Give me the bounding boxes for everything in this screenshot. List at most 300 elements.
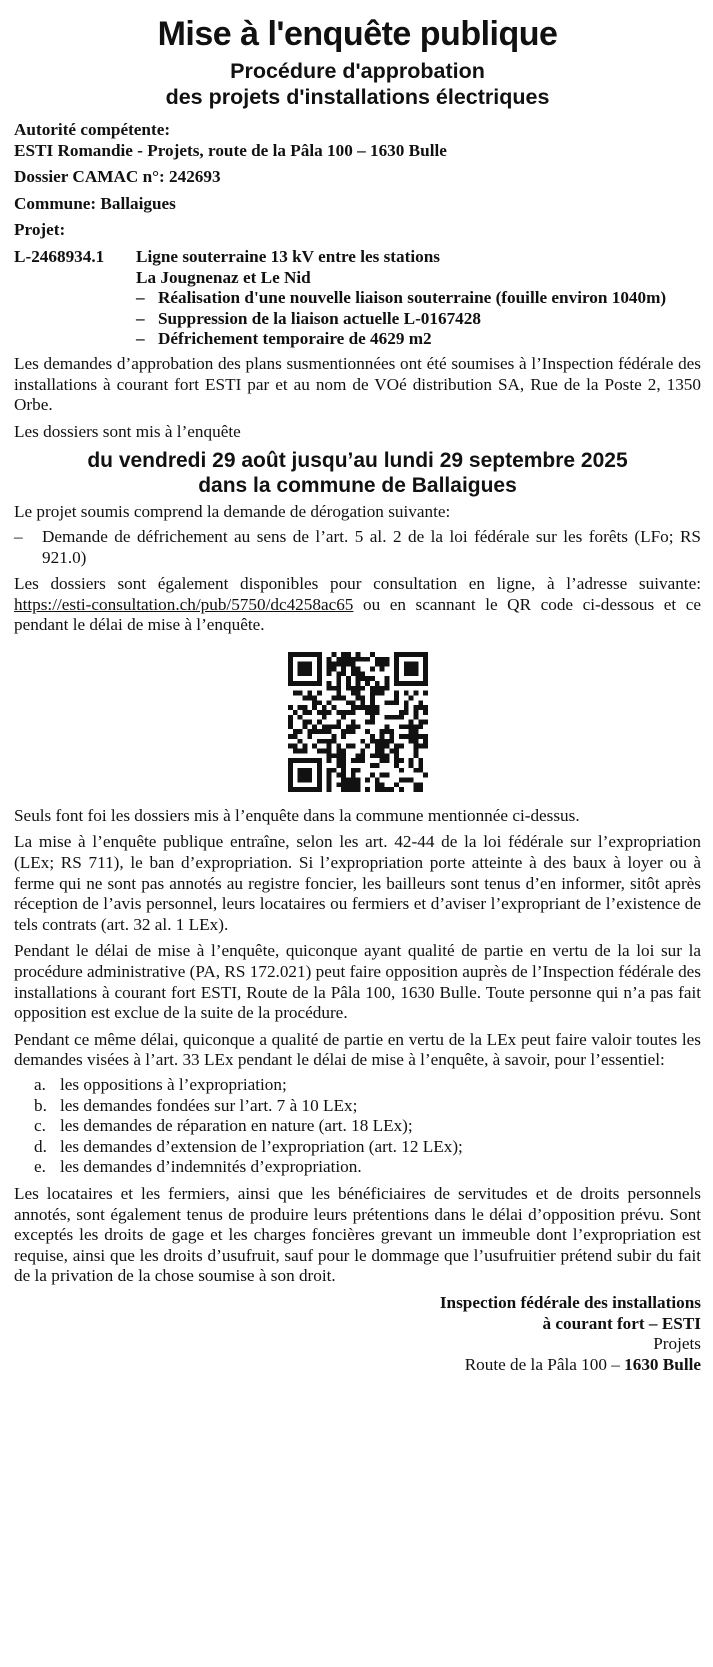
qr-module: [360, 748, 365, 753]
qr-module: [418, 734, 423, 739]
qr-module: [399, 710, 404, 715]
qr-module: [370, 695, 375, 700]
qr-module: [365, 681, 370, 686]
qr-module: [350, 787, 355, 792]
consultation-link[interactable]: https://esti-consultation.ch/pub/5750/dc4258ac65: [14, 594, 354, 614]
qr-module: [355, 782, 360, 787]
qr-module: [379, 739, 384, 744]
qr-module: [418, 719, 423, 724]
qr-module: [399, 724, 404, 729]
qr-module: [418, 763, 423, 768]
project-code: L-2468934.1: [14, 246, 105, 266]
qr-module: [316, 777, 321, 782]
qr-module: [302, 724, 307, 729]
qr-module: [423, 773, 428, 778]
qr-module: [316, 657, 321, 662]
qr-module: [345, 681, 350, 686]
qr-module: [389, 734, 394, 739]
qr-module: [413, 729, 418, 734]
qr-module: [413, 690, 418, 695]
qr-module: [394, 666, 399, 671]
qr-module: [288, 744, 293, 749]
qr-module: [350, 671, 355, 676]
qr-module: [423, 690, 428, 695]
signature-line2: à courant fort – ESTI: [542, 1313, 701, 1333]
qr-module: [370, 690, 375, 695]
qr-module: [423, 734, 428, 739]
qr-module: [408, 662, 413, 667]
qr-module: [355, 695, 360, 700]
qr-module: [350, 768, 355, 773]
qr-module: [341, 773, 346, 778]
qr-module: [384, 657, 389, 662]
qr-module: [365, 676, 370, 681]
project-title-row: [14, 247, 701, 288]
qr-module: [355, 666, 360, 671]
qr-module: [403, 724, 408, 729]
qr-module: [341, 662, 346, 667]
qr-module: [341, 710, 346, 715]
qr-module: [384, 753, 389, 758]
qr-module: [336, 724, 341, 729]
qr-module: [345, 662, 350, 667]
qr-module: [326, 748, 331, 753]
qr-module: [384, 724, 389, 729]
qr-module: [321, 715, 326, 720]
qr-module: [384, 681, 389, 686]
qr-module: [413, 739, 418, 744]
qr-module: [297, 715, 302, 720]
signature-line3: Projets: [653, 1334, 701, 1354]
qr-module: [316, 768, 321, 773]
qr-module: [413, 710, 418, 715]
list-item: [14, 1137, 701, 1158]
qr-module: [326, 739, 331, 744]
qr-module: [408, 671, 413, 676]
qr-module: [394, 763, 399, 768]
qr-module: [408, 739, 413, 744]
qr-module: [418, 768, 423, 773]
qr-module: [384, 686, 389, 691]
qr-module: [423, 657, 428, 662]
dash-bullet: –: [136, 288, 145, 308]
address-street: Route de la Pâla 100 –: [464, 1354, 625, 1374]
qr-module: [331, 666, 336, 671]
qr-module: [292, 710, 297, 715]
qr-module: [384, 700, 389, 705]
qr-module: [326, 768, 331, 773]
qr-module: [360, 705, 365, 710]
qr-module: [341, 753, 346, 758]
qr-module: [336, 657, 341, 662]
qr-module: [292, 729, 297, 734]
qr-module: [331, 739, 336, 744]
qr-module: [365, 744, 370, 749]
qr-module: [418, 681, 423, 686]
qr-module: [423, 710, 428, 715]
qr-module: [312, 724, 317, 729]
qr-module: [326, 724, 331, 729]
qr-module: [355, 724, 360, 729]
project-item-text: Suppression de la liaison actuelle L-0167428: [158, 308, 481, 328]
qr-module: [312, 681, 317, 686]
qr-module: [326, 758, 331, 763]
qr-module: [302, 719, 307, 724]
qr-module: [316, 782, 321, 787]
signature-address: [14, 1355, 701, 1376]
qr-module: [399, 681, 404, 686]
qr-module: [326, 681, 331, 686]
qr-module: [418, 782, 423, 787]
qr-module: [292, 758, 297, 763]
qr-module: [307, 777, 312, 782]
qr-module: [292, 652, 297, 657]
qr-module: [423, 705, 428, 710]
qr-module: [399, 715, 404, 720]
qr-module: [297, 758, 302, 763]
qr-module: [350, 773, 355, 778]
qr-module: [345, 686, 350, 691]
qr-module: [341, 782, 346, 787]
qr-module: [307, 690, 312, 695]
qr-module: [316, 739, 321, 744]
qr-module: [394, 748, 399, 753]
qr-module: [384, 715, 389, 720]
list-item: [14, 1075, 701, 1096]
signature-line1: Inspection fédérale des installations: [439, 1292, 701, 1312]
qr-module: [365, 705, 370, 710]
qr-module: [316, 690, 321, 695]
qr-container: [14, 652, 701, 792]
qr-module: [326, 729, 331, 734]
list-letter: d.: [34, 1136, 47, 1156]
qr-module: [360, 657, 365, 662]
qr-module: [374, 710, 379, 715]
qr-module: [394, 671, 399, 676]
qr-module: [374, 686, 379, 691]
qr-module: [292, 748, 297, 753]
qr-module: [403, 700, 408, 705]
qr-module: [355, 753, 360, 758]
qr-module: [297, 729, 302, 734]
qr-module: [408, 666, 413, 671]
qr-module: [288, 734, 293, 739]
qr-module: [423, 662, 428, 667]
qr-module: [399, 777, 404, 782]
qr-module: [379, 690, 384, 695]
qr-module: [413, 715, 418, 720]
qr-module: [345, 782, 350, 787]
qr-module: [345, 652, 350, 657]
qr-module: [307, 681, 312, 686]
qr-module: [336, 681, 341, 686]
qr-module: [379, 787, 384, 792]
qr-module: [379, 686, 384, 691]
qr-module: [408, 719, 413, 724]
qr-module: [379, 748, 384, 753]
qr-module: [321, 729, 326, 734]
qr-module: [336, 686, 341, 691]
qr-module: [403, 777, 408, 782]
address-city: 1630 Bulle: [624, 1354, 701, 1374]
qr-module: [394, 758, 399, 763]
qr-module: [336, 753, 341, 758]
qr-module: [413, 768, 418, 773]
project-item: [136, 329, 701, 350]
list-item: [14, 1157, 701, 1178]
qr-module: [341, 666, 346, 671]
qr-module: [288, 676, 293, 681]
qr-module: [312, 695, 317, 700]
qr-module: [307, 758, 312, 763]
qr-module: [345, 710, 350, 715]
qr-module: [408, 729, 413, 734]
qr-module: [316, 662, 321, 667]
qr-module: [418, 744, 423, 749]
qr-module: [394, 662, 399, 667]
qr-module: [403, 671, 408, 676]
qr-module: [399, 787, 404, 792]
qr-module: [307, 734, 312, 739]
qr-module: [379, 657, 384, 662]
qr-module: [374, 739, 379, 744]
qr-module: [355, 657, 360, 662]
qr-module: [418, 787, 423, 792]
qr-module: [312, 700, 317, 705]
qr-module: [307, 710, 312, 715]
qr-module: [316, 710, 321, 715]
qr-module: [379, 782, 384, 787]
qr-module: [403, 681, 408, 686]
qr-module: [423, 666, 428, 671]
qr-module: [370, 734, 375, 739]
paragraph-expropriation-ban: La mise à l’enquête publique entraîne, selon les art. 42-44 de la loi fédérale sur l’expropriation (LEx; RS 711), le ban d’expropriation. Si l’expropriation porte atteinte à des baux à loyer ou à ferme qui ne sont pas annotés au registre foncier, les bailleurs sont tenus d’en informer, sitôt après réception de l’avis personnel, leurs locataires ou fermiers et d’aviser l’expropriant de l’existence de tels contrats (art. 32 al. 1 LEx).: [14, 832, 701, 934]
qr-module: [418, 700, 423, 705]
qr-module: [384, 662, 389, 667]
qr-module: [389, 700, 394, 705]
qr-module: [341, 715, 346, 720]
project-items: [14, 288, 701, 350]
qr-module: [394, 676, 399, 681]
qr-module: [341, 777, 346, 782]
dash-bullet: –: [14, 526, 23, 546]
qr-module: [384, 744, 389, 749]
qr-module: [297, 773, 302, 778]
qr-module: [413, 724, 418, 729]
qr-module: [288, 777, 293, 782]
qr-module: [394, 782, 399, 787]
qr-module: [316, 719, 321, 724]
qr-module: [413, 671, 418, 676]
subtitle: [14, 58, 701, 110]
qr-module: [336, 782, 341, 787]
project-item: [136, 288, 701, 309]
qr-module: [394, 744, 399, 749]
qr-module: [345, 657, 350, 662]
qr-module: [389, 715, 394, 720]
qr-module: [350, 719, 355, 724]
paragraph-online: [14, 574, 701, 636]
qr-module: [374, 690, 379, 695]
qr-module: [312, 758, 317, 763]
qr-module: [399, 768, 404, 773]
project-item: [136, 309, 701, 330]
qr-module: [292, 734, 297, 739]
qr-module: [408, 758, 413, 763]
qr-module: [350, 744, 355, 749]
qr-module: [345, 700, 350, 705]
qr-module: [297, 768, 302, 773]
qr-module: [384, 787, 389, 792]
online-text-before: Les dossiers sont également disponibles pour consultation en ligne, à l’adresse suivante:: [14, 574, 701, 594]
qr-module: [370, 676, 375, 681]
qr-module: [288, 758, 293, 763]
paragraph-submission: Les demandes d’approbation des plans susmentionnées ont été soumises à l’Inspection fédérale des installations à courant fort ESTI par et au nom de VOé distribution SA, Rue de la Poste 2, 1350 Orbe.: [14, 353, 701, 415]
page-title: Mise à l'enquête publique: [157, 15, 558, 53]
qr-module: [288, 782, 293, 787]
qr-module: [288, 662, 293, 667]
qr-module: [370, 686, 375, 691]
qr-module: [365, 719, 370, 724]
qr-module: [394, 700, 399, 705]
qr-module: [326, 773, 331, 778]
qr-module: [321, 748, 326, 753]
qr-module: [408, 777, 413, 782]
qr-module: [394, 657, 399, 662]
qr-module: [297, 748, 302, 753]
qr-module: [331, 652, 336, 657]
qr-module: [341, 748, 346, 753]
qr-module: [355, 705, 360, 710]
qr-module: [331, 724, 336, 729]
qr-module: [312, 744, 317, 749]
qr-module: [288, 657, 293, 662]
qr-module: [379, 773, 384, 778]
qr-module: [394, 652, 399, 657]
qr-module: [370, 739, 375, 744]
qr-module: [336, 690, 341, 695]
qr-module: [326, 666, 331, 671]
qr-module: [336, 758, 341, 763]
qr-module: [288, 768, 293, 773]
dates-line2: dans la commune de Ballaigues: [198, 474, 517, 498]
qr-module: [379, 734, 384, 739]
derogation-item: [14, 527, 701, 568]
qr-module: [370, 652, 375, 657]
qr-module: [297, 777, 302, 782]
qr-module: [413, 666, 418, 671]
list-letter: a.: [34, 1075, 46, 1094]
qr-module: [336, 763, 341, 768]
qr-module: [321, 724, 326, 729]
qr-module: [374, 748, 379, 753]
qr-module: [302, 773, 307, 778]
qr-module: [350, 724, 355, 729]
qr-module: [418, 705, 423, 710]
qr-module: [365, 787, 370, 792]
qr-module: [341, 671, 346, 676]
list-text: les demandes d’indemnités d’expropriation.: [60, 1157, 362, 1177]
qr-module: [331, 768, 336, 773]
dash-bullet: –: [136, 308, 145, 328]
qr-module: [302, 671, 307, 676]
qr-module: [326, 753, 331, 758]
qr-module: [370, 719, 375, 724]
qr-module: [360, 695, 365, 700]
qr-module: [316, 652, 321, 657]
qr-module: [389, 739, 394, 744]
qr-module: [297, 681, 302, 686]
qr-module: [288, 719, 293, 724]
qr-module: [288, 787, 293, 792]
qr-module: [394, 715, 399, 720]
qr-code-icon[interactable]: [288, 652, 428, 792]
list-text: les oppositions à l’expropriation;: [60, 1075, 287, 1094]
qr-module: [326, 657, 331, 662]
qr-module: [292, 787, 297, 792]
qr-module: [350, 690, 355, 695]
project-title-line1: Ligne souterraine 13 kV entre les stations: [136, 246, 440, 266]
qr-module: [326, 700, 331, 705]
qr-module: [370, 705, 375, 710]
qr-module: [341, 729, 346, 734]
qr-module: [350, 662, 355, 667]
qr-module: [336, 671, 341, 676]
qr-module: [394, 695, 399, 700]
qr-module: [316, 773, 321, 778]
dates-line1: du vendredi 29 août jusqu’au lundi 29 septembre 2025: [87, 449, 628, 473]
qr-module: [350, 710, 355, 715]
meta-block: [14, 120, 701, 241]
qr-module: [413, 748, 418, 753]
qr-module: [365, 657, 370, 662]
authority-value: ESTI Romandie - Projets, route de la Pâla 100 – 1630 Bulle: [14, 140, 447, 160]
qr-module: [331, 695, 336, 700]
qr-module: [413, 705, 418, 710]
qr-module: [423, 719, 428, 724]
authority-label: Autorité compétente:: [14, 120, 171, 139]
commune: Commune: Ballaigues: [14, 193, 176, 213]
qr-module: [355, 681, 360, 686]
qr-module: [370, 666, 375, 671]
qr-module: [341, 652, 346, 657]
qr-module: [316, 787, 321, 792]
dossier-number: Dossier CAMAC n°: 242693: [14, 167, 221, 187]
qr-module: [326, 662, 331, 667]
qr-module: [307, 652, 312, 657]
qr-module: [345, 787, 350, 792]
qr-module: [331, 686, 336, 691]
qr-module: [326, 744, 331, 749]
qr-module: [370, 715, 375, 720]
qr-module: [326, 777, 331, 782]
qr-module: [336, 676, 341, 681]
demands-list: [14, 1075, 701, 1178]
qr-module: [292, 744, 297, 749]
qr-module: [360, 686, 365, 691]
qr-module: [316, 666, 321, 671]
qr-module: [355, 676, 360, 681]
qr-module: [336, 662, 341, 667]
list-text: les demandes fondées sur l’art. 7 à 10 LEx;: [60, 1095, 358, 1115]
qr-module: [360, 676, 365, 681]
qr-module: [345, 744, 350, 749]
qr-module: [403, 690, 408, 695]
qr-module: [297, 705, 302, 710]
qr-module: [389, 748, 394, 753]
paragraph-opposition: Pendant le délai de mise à l’enquête, quiconque ayant qualité de partie en vertu de la loi sur la procédure administrative (PA, RS 172.021) peut faire opposition auprès de l’Inspection fédérale des installations à courant fort ESTI, Route de la Pâla 100, 1630 Bulle. Toute personne qui n’a pas fait opposition est exclue de la suite de la procédure.: [14, 941, 701, 1023]
qr-module: [307, 719, 312, 724]
